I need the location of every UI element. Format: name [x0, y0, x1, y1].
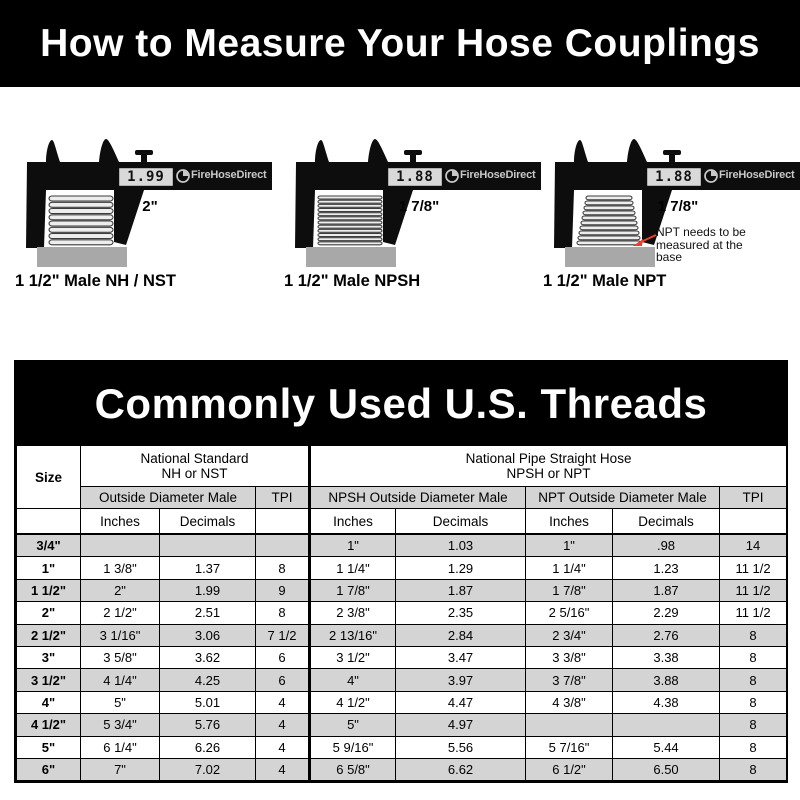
col-header-decimals: Decimals: [396, 509, 526, 535]
header-spacer-cell: [256, 509, 310, 535]
value-cell: 9: [256, 579, 310, 601]
value-cell: [613, 714, 720, 736]
col-header-nh-od: Outside Diameter Male: [81, 487, 256, 509]
value-cell: 3 7/8": [526, 669, 613, 691]
value-cell: 2.51: [160, 602, 256, 624]
value-cell: 2.76: [613, 624, 720, 646]
value-cell: 14: [720, 534, 787, 557]
table-row: [17, 646, 787, 668]
value-cell: 1 7/8": [526, 579, 613, 601]
value-cell: 1.87: [613, 579, 720, 601]
value-cell: 3.47: [396, 646, 526, 668]
value-cell: 3.88: [613, 669, 720, 691]
value-cell: 3 1/16": [81, 624, 160, 646]
col-header-decimals: Decimals: [160, 509, 256, 535]
threads-table-section: [14, 360, 788, 783]
value-cell: 4: [256, 714, 310, 736]
table-row: [17, 669, 787, 691]
value-cell: 2.35: [396, 602, 526, 624]
table-row: [17, 534, 787, 557]
value-cell: 8: [256, 557, 310, 579]
value-cell: 6 5/8": [310, 758, 396, 780]
table-body: [17, 534, 787, 781]
value-cell: 6.26: [160, 736, 256, 758]
value-cell: 5.01: [160, 691, 256, 713]
value-cell: 5": [81, 691, 160, 713]
brand-logo-text: FireHoseDirect: [460, 169, 536, 181]
size-cell: 1 1/2": [17, 579, 81, 601]
value-cell: 8: [720, 736, 787, 758]
value-cell: 4.97: [396, 714, 526, 736]
value-cell: 3.38: [613, 646, 720, 668]
size-cell: 1": [17, 557, 81, 579]
diagram-nh-nst: [14, 128, 272, 308]
threads-table: [16, 445, 787, 781]
diagram-caption: 1 1/2" Male NPT: [543, 272, 667, 290]
value-cell: 2.84: [396, 624, 526, 646]
size-cell: 3 1/2": [17, 669, 81, 691]
caliper-reading: 1.99: [127, 169, 165, 185]
value-cell: 5.76: [160, 714, 256, 736]
col-header-inches: Inches: [526, 509, 613, 535]
brand-logo-text: FireHoseDirect: [191, 169, 267, 181]
value-cell: 11 1/2: [720, 579, 787, 601]
size-cell: 3": [17, 646, 81, 668]
table-row: [17, 579, 787, 601]
value-cell: 1.03: [396, 534, 526, 557]
value-cell: 5": [310, 714, 396, 736]
value-cell: 8: [720, 758, 787, 780]
value-cell: 3 3/8": [526, 646, 613, 668]
header-spacer-cell: [720, 509, 787, 535]
diagram-caption: 1 1/2" Male NH / NST: [15, 272, 176, 290]
table-row: [17, 602, 787, 624]
caliper-reading: 1.88: [655, 169, 693, 185]
col-group-npsh-npt: National Pipe Straight Hose NPSH or NPT: [310, 446, 787, 487]
measurement-label: 1 7/8": [398, 198, 440, 215]
value-cell: 4.47: [396, 691, 526, 713]
value-cell: 5 7/16": [526, 736, 613, 758]
diagram-caption: 1 1/2" Male NPSH: [284, 272, 421, 290]
col-header-decimals: Decimals: [613, 509, 720, 535]
value-cell: 4.38: [613, 691, 720, 713]
col-header-tpi: TPI: [256, 487, 310, 509]
value-cell: 1.29: [396, 557, 526, 579]
value-cell: 4 1/4": [81, 669, 160, 691]
value-cell: 4.25: [160, 669, 256, 691]
table-title-banner: [16, 362, 786, 445]
value-cell: 1 1/4": [526, 557, 613, 579]
diagram-npt: [542, 128, 800, 308]
value-cell: 8: [720, 714, 787, 736]
value-cell: [526, 714, 613, 736]
value-cell: 2": [81, 579, 160, 601]
col-group-nh-nst: National Standard NH or NST: [81, 446, 310, 487]
diagram-npsh: [283, 128, 541, 308]
value-cell: 4 3/8": [526, 691, 613, 713]
table-row: [17, 557, 787, 579]
value-cell: 3 5/8": [81, 646, 160, 668]
size-cell: 4 1/2": [17, 714, 81, 736]
value-cell: 7 1/2: [256, 624, 310, 646]
size-cell: 2 1/2": [17, 624, 81, 646]
page-title: How to Measure Your Hose Couplings: [40, 22, 760, 65]
table-row: [17, 736, 787, 758]
col-header-inches: Inches: [81, 509, 160, 535]
value-cell: 1 3/8": [81, 557, 160, 579]
value-cell: 4 1/2": [310, 691, 396, 713]
coupling-threads-straight-coarse: [49, 196, 113, 245]
value-cell: 2 3/4": [526, 624, 613, 646]
value-cell: 7.02: [160, 758, 256, 780]
value-cell: 6.62: [396, 758, 526, 780]
value-cell: 6: [256, 669, 310, 691]
value-cell: 1 7/8": [310, 579, 396, 601]
value-cell: 11 1/2: [720, 557, 787, 579]
value-cell: 2 3/8": [310, 602, 396, 624]
value-cell: 3.97: [396, 669, 526, 691]
value-cell: 1.37: [160, 557, 256, 579]
col-header-npt-od: NPT Outside Diameter Male: [526, 487, 720, 509]
value-cell: 4": [310, 669, 396, 691]
value-cell: 2 1/2": [81, 602, 160, 624]
size-cell: 5": [17, 736, 81, 758]
value-cell: 6.50: [613, 758, 720, 780]
value-cell: [256, 534, 310, 557]
value-cell: 2 5/16": [526, 602, 613, 624]
value-cell: 1": [526, 534, 613, 557]
col-header-size: Size: [17, 446, 81, 509]
table-title: Commonly Used U.S. Threads: [94, 380, 708, 427]
value-cell: 5 3/4": [81, 714, 160, 736]
size-cell: 6": [17, 758, 81, 780]
measurement-label: 1 7/8": [657, 198, 699, 215]
value-cell: 1.87: [396, 579, 526, 601]
value-cell: 4: [256, 758, 310, 780]
value-cell: [81, 534, 160, 557]
npt-note: NPT needs to be measured at the base: [656, 225, 746, 264]
page-title-banner: [0, 0, 800, 87]
value-cell: 5.44: [613, 736, 720, 758]
value-cell: 4: [256, 691, 310, 713]
value-cell: 5.56: [396, 736, 526, 758]
value-cell: [160, 534, 256, 557]
value-cell: 6: [256, 646, 310, 668]
value-cell: 1.23: [613, 557, 720, 579]
value-cell: 1": [310, 534, 396, 557]
value-cell: 2.29: [613, 602, 720, 624]
value-cell: 8: [720, 669, 787, 691]
table-row: [17, 714, 787, 736]
brand-logo-text: FireHoseDirect: [719, 169, 795, 181]
size-cell: 3/4": [17, 534, 81, 557]
size-cell: 4": [17, 691, 81, 713]
value-cell: 11 1/2: [720, 602, 787, 624]
value-cell: .98: [613, 534, 720, 557]
coupling-threads-tapered: [577, 196, 641, 245]
value-cell: 8: [720, 691, 787, 713]
col-header-inches: Inches: [310, 509, 396, 535]
value-cell: 1.99: [160, 579, 256, 601]
header-spacer-cell: [17, 509, 81, 535]
table-row: [17, 691, 787, 713]
value-cell: 5 9/16": [310, 736, 396, 758]
coupling-threads-straight-fine: [318, 196, 382, 245]
table-row: [17, 758, 787, 780]
table-row: [17, 624, 787, 646]
value-cell: 7": [81, 758, 160, 780]
value-cell: 3.06: [160, 624, 256, 646]
col-header-npsh-od: NPSH Outside Diameter Male: [310, 487, 526, 509]
value-cell: 3 1/2": [310, 646, 396, 668]
value-cell: 2 13/16": [310, 624, 396, 646]
size-cell: 2": [17, 602, 81, 624]
value-cell: 4: [256, 736, 310, 758]
value-cell: 3.62: [160, 646, 256, 668]
value-cell: 8: [256, 602, 310, 624]
col-header-tpi: TPI: [720, 487, 787, 509]
value-cell: 8: [720, 646, 787, 668]
value-cell: 6 1/4": [81, 736, 160, 758]
value-cell: 6 1/2": [526, 758, 613, 780]
measurement-label: 2": [142, 198, 158, 215]
value-cell: 1 1/4": [310, 557, 396, 579]
caliper-reading: 1.88: [396, 169, 434, 185]
value-cell: 8: [720, 624, 787, 646]
